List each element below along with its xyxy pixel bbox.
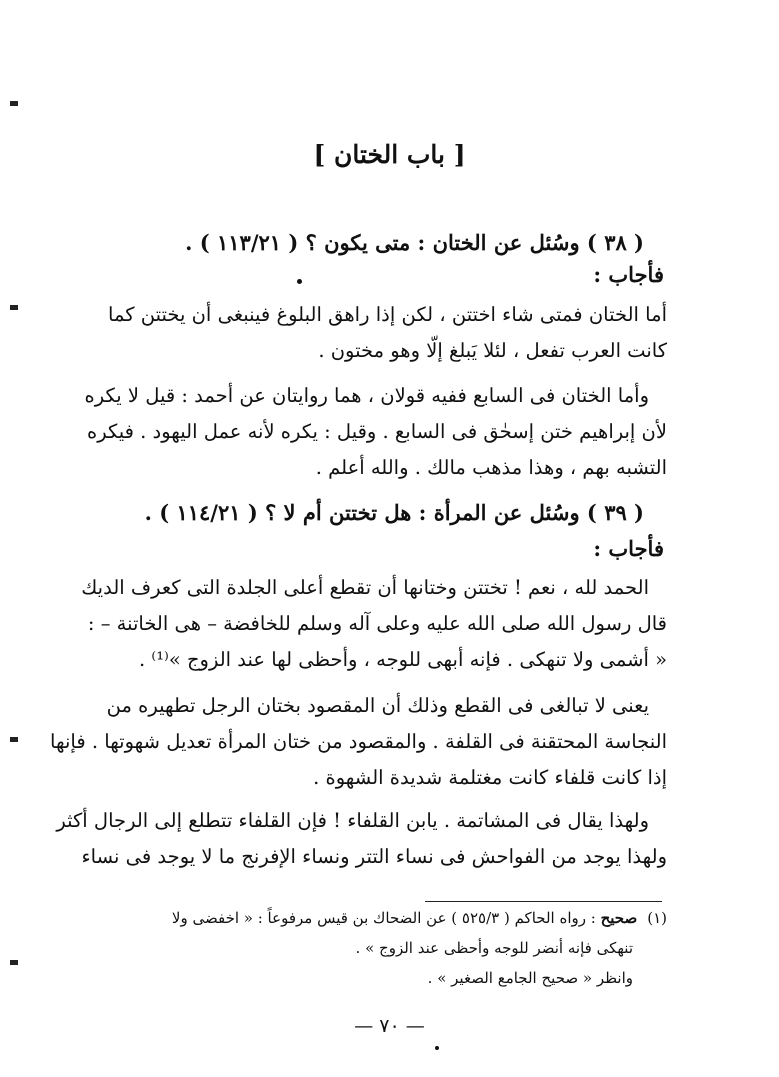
footnote-text-1 [172,903,637,933]
paragraph-line: يعنى لا تبالغى فى القطع وذلك أن المقصود بختان الرجل تطهيره من [106,694,649,717]
chapter-title: [ باب الختان ] [313,140,466,169]
paragraph-line: الحمد لله ، نعم ! تختتن وختانها أن تقطع أعلى الجلدة التى كعرف الديك [81,576,649,599]
paragraph-line: التشبه بهم ، وهذا مذهب مالك . والله أعلم . [315,456,667,479]
page-number: — ٧٠ — [354,1015,425,1037]
ink-dot [435,1046,439,1050]
margin-mark [10,960,18,965]
paragraph-3 [81,570,667,678]
margin-mark [10,305,18,310]
margin-mark [10,101,18,106]
paragraph-line: ولهذا يقال فى المشاتمة . يابن القلفاء ! فإن القلفاء تتطلع إلى الرجال أكثر [56,809,649,832]
ink-dot [297,279,302,284]
footnote-source: : رواه الحاكم ( ٥٢٥/٣ ) عن الضحاك بن قيس مرفوعاً : « اخفضى ولا [171,909,596,927]
paragraph-line: كانت العرب تفعل ، لئلا يَبلغ إلّا وهو مختون . [318,339,667,362]
paragraph-line: النجاسة المحتقنة فى القلفة . والمقصود من ختان المرأة تعديل شهوتها . فإنها [50,730,667,753]
footnote [115,903,667,993]
margin-mark [10,737,18,742]
paragraph-line: ولهذا يوجد من الفواحش فى نساء التتر ونساء الإفرنج ما لا يوجد فى نساء [81,845,667,868]
footnote-divider [425,901,662,902]
footnote-line-1 [115,903,667,933]
footnote-line-2: تنهكى فإنه أنضر للوجه وأحظى عند الزوج » . [355,939,633,957]
paragraph-4 [50,688,667,796]
paragraph-line: وأما الختان فى السابع ففيه قولان ، هما روايتان عن أحمد : قيل لا يكره [84,384,649,407]
answer-label-39: فأجاب : [593,536,664,561]
footnote-grade: صحيح [600,909,638,927]
answer-label-38: فأجاب : [593,262,664,287]
paragraph-1 [108,297,667,369]
question-38: ( ٣٨ ) وسُئل عن الختان : متى يكون ؟ ( ١١٣/٢١ ) . [185,230,644,255]
footnote-number: (١) [647,909,667,927]
paragraph-2 [84,378,667,486]
paragraph-line: أما الختان فمتى شاء اختتن ، لكن إذا راهق البلوغ فينبغى أن يختتن كما [108,303,667,326]
paragraph-line: إذا كانت قلفاء كانت مغتلمة شديدة الشهوة . [313,766,667,789]
paragraph-line: « أشمى ولا تنهكى . فإنه أبهى للوجه ، وأحظى لها عند الزوج »⁽¹⁾ . [139,648,667,671]
paragraph-5 [56,803,667,875]
paragraph-line: قال رسول الله صلى الله عليه وعلى آله وسلم للخافضة – هى الخاتنة – : [87,612,667,635]
footnote-line-3: وانظر « صحيح الجامع الصغير » . [427,969,633,987]
paragraph-line: لأن إبراهيم ختن إسحٰق فى السابع . وقيل : يكره لأنه عمل اليهود . فيكره [86,420,667,443]
question-39: ( ٣٩ ) وسُئل عن المرأة : هل تختتن أم لا ؟ ( ١١٤/٢١ ) . [144,500,644,525]
